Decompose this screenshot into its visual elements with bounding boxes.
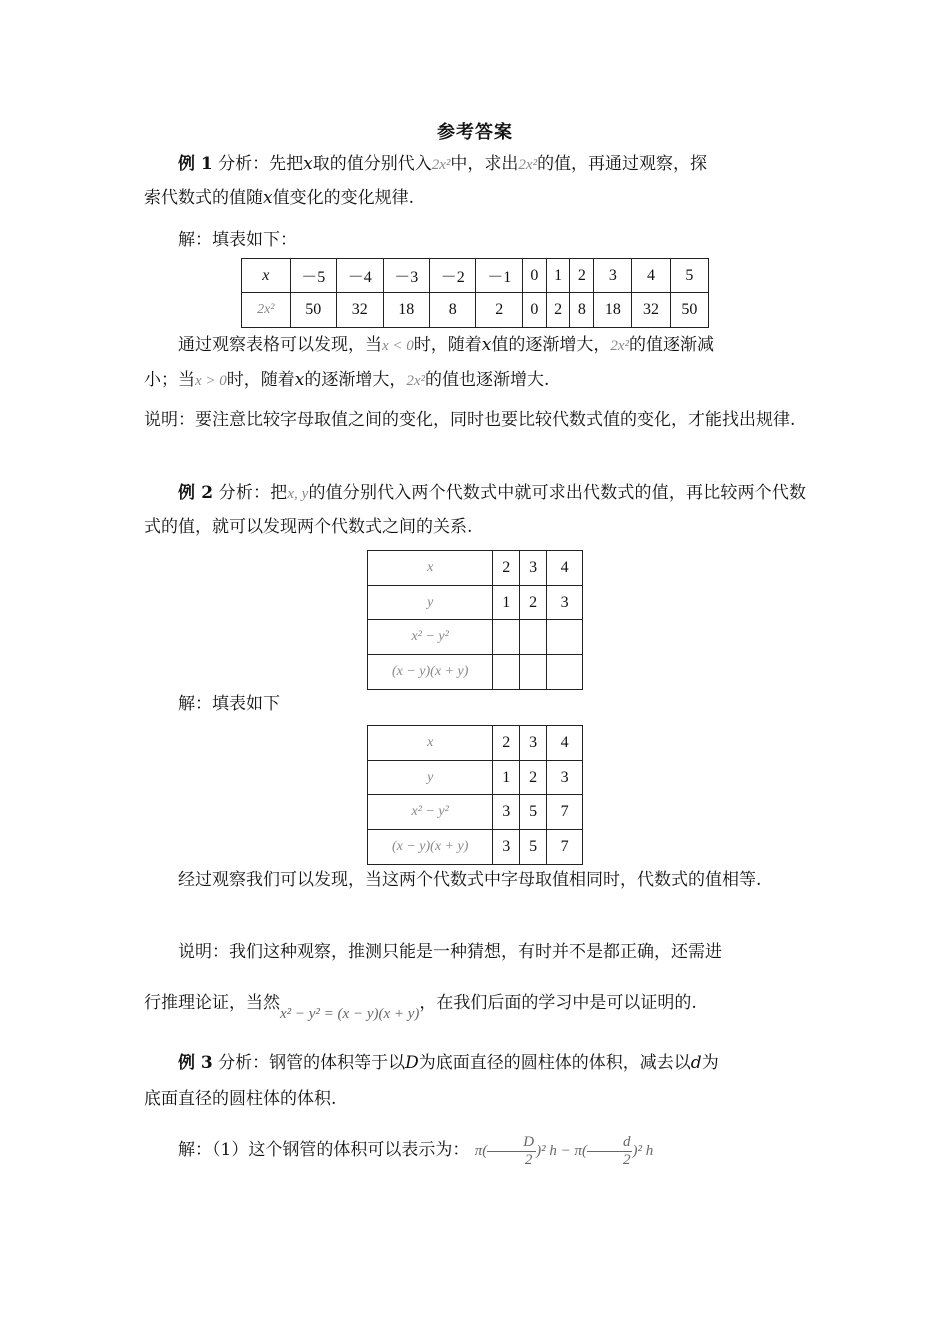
ex3-label: 例 3 [178, 1053, 213, 1073]
identity-formula: x² − y² = (x − y)(x + y) [280, 1006, 420, 1022]
ex1-analysis-line2: 索代数式的值随x值变化的变化规律. [144, 188, 414, 208]
ex1-observation: 通过观察表格可以发现，当x < 0时，随着x值的逐渐增大，2x²的值逐渐减 [178, 335, 715, 355]
volume-formula: π( $\frac{D}{2}$ )² h − π( $\frac{d}{2}$ )² h [474, 1134, 654, 1169]
ex2-solution: 解：填表如下 [178, 694, 280, 714]
ex3-analysis: 例 3 分析：钢管的体积等于以D为底面直径的圆柱体的体积，减去以d为 [178, 1053, 719, 1073]
ex1-observation-line2: 小；当x > 0时，随着x的逐渐增大，2x²的值也逐渐增大. [144, 370, 550, 390]
ex1-solution: 解：填表如下： [178, 230, 297, 250]
ex2-note: 说明：我们这种观察，推测只能是一种猜想，有时并不是都正确，还需进 [178, 942, 722, 962]
ex1-table: x －5 －4 －3 －2 －1 0 1 2 3 4 5 2x² 50 32 18 8 2 0 2 8 18 32 50 [241, 258, 709, 328]
ex2-note-line2: 行推理论证，当然x² − y² = (x − y)(x + y)，在我们后面的学习中是可以证明的. [144, 993, 697, 1022]
ex2-conclusion: 经过观察我们可以发现，当这两个代数式中字母取值相同时，代数式的值相等. [178, 870, 762, 890]
ex2-label: 例 2 [178, 483, 214, 503]
ex1-table-header-x: x [242, 259, 291, 293]
ex1-label: 例 1 [178, 154, 213, 174]
ex3-solution: 解：（1）这个钢管的体积可以表示为： π( $\frac{D}{2}$ )² h − π( $\frac{d}{2}$ )² h [178, 1134, 654, 1169]
ex1-table-header-2x2: 2x² [242, 293, 291, 328]
ex2-analysis: 例 2 分析：把x, y的值分别代入两个代数式中就可求出代数式的值，再比较两个代数式的值，就可以发现两个代数式之间的关系. [144, 483, 807, 537]
ex1-note: 说明：要注意比较字母取值之间的变化，同时也要比较代数式值的变化，才能找出规律. [144, 410, 796, 430]
ex2-table-filled: x 2 3 4 y 1 2 3 x² − y² 3 5 7 (x − y)(x + y) 3 5 7 [367, 725, 583, 865]
ex1-analysis: 例 1 分析：先把x取的值分别代入2x²中，求出2x²的值，再通过观察，探 [178, 154, 708, 174]
page-title: 参考答案 [437, 122, 513, 143]
ex2-table-empty: x 2 3 4 y 1 2 3 x² − y² (x − y)(x + y) [367, 550, 583, 690]
ex3-analysis-line2: 底面直径的圆柱体的体积. [144, 1089, 337, 1109]
